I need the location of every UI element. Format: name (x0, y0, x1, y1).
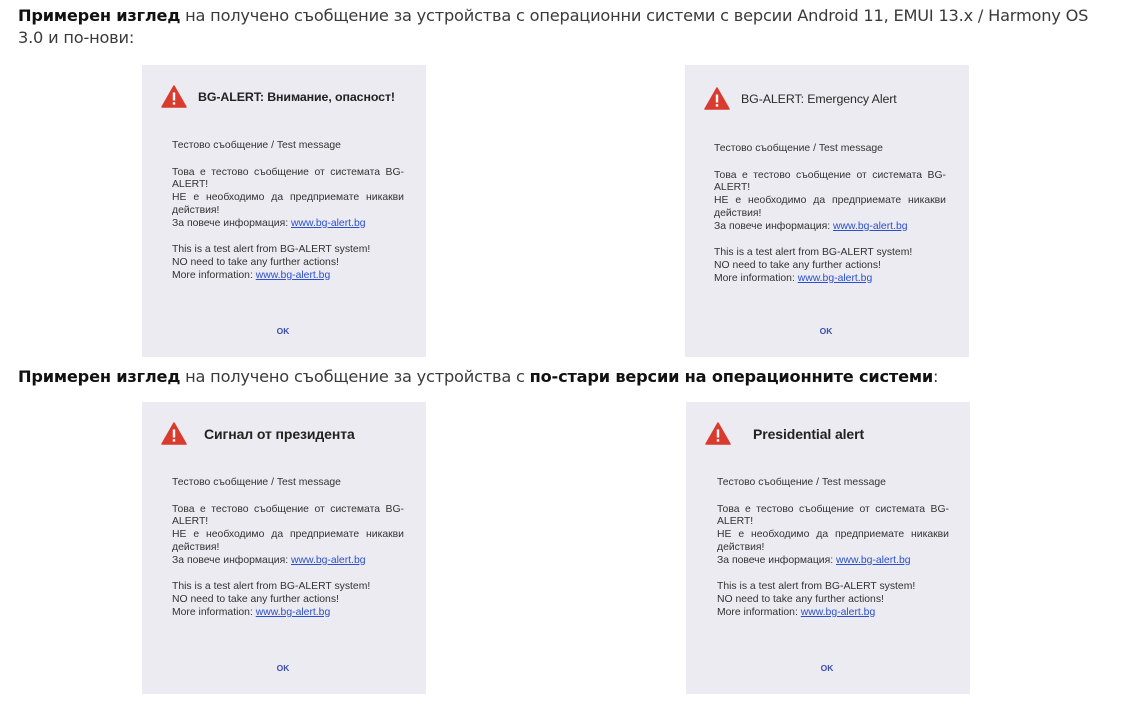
alert-dialog (142, 402, 426, 694)
alert-body (717, 477, 951, 633)
alert-body (714, 143, 948, 299)
alert-en-more-label: More information: (717, 606, 801, 618)
alert-en-more-label: More information: (172, 606, 256, 618)
ok-button-label: OK (276, 663, 290, 673)
alert-bg-link[interactable]: www.bg-alert.bg (836, 554, 911, 566)
alert-header (161, 85, 395, 108)
alert-en-link[interactable]: www.bg-alert.bg (255, 606, 331, 618)
alert-en-line1: This is a test alert from BG-ALERT system! (172, 581, 371, 593)
ok-button[interactable] (142, 326, 426, 336)
alert-body (172, 140, 406, 296)
ok-button[interactable] (685, 326, 969, 336)
alert-en-line2: NO need to take any further actions! (172, 256, 339, 268)
warning-triangle-icon (161, 422, 187, 445)
alert-en-line2: NO need to take any further actions! (714, 259, 881, 271)
warning-triangle-icon (704, 87, 730, 110)
alert-bg-line2: НЕ е необходимо да предприемате никакви действия! (714, 195, 946, 219)
alert-dialog (686, 402, 970, 694)
intro-old-text-before: на получено съобщение за устройства с (180, 367, 530, 386)
ok-button[interactable] (142, 663, 426, 673)
alert-bg-line2: НЕ е необходимо да предприемате никакви действия! (172, 192, 404, 216)
alert-en-block (172, 581, 406, 619)
alert-bg-line2: НЕ е необходимо да предприемате никакви действия! (172, 529, 404, 553)
alert-header (705, 422, 864, 445)
alert-dialog (142, 65, 426, 357)
alert-en-link[interactable]: www.bg-alert.bg (797, 272, 873, 284)
alert-title: BG-ALERT: Emergency Alert (741, 91, 897, 106)
alert-bg-more-label: За повече информация: (172, 217, 291, 229)
alert-en-more-label: More information: (172, 269, 256, 281)
alert-bg-block (172, 504, 406, 568)
intro-new-bold: Примерен изглед (18, 6, 181, 25)
warning-triangle-icon (161, 85, 187, 108)
intro-old-bold2: по-стари версии на операционните системи (529, 367, 934, 386)
alert-en-block (714, 247, 948, 285)
alert-bg-line2: НЕ е необходимо да предприемате никакви действия! (717, 529, 949, 553)
intro-new-os (18, 5, 1113, 49)
alert-subject: Тестово съобщение / Test message (714, 143, 883, 154)
alert-bg-line1: Това е тестово съобщение от системата BG-ALERT! (172, 503, 404, 528)
alert-bg-block (717, 504, 951, 568)
ok-button-label: OK (820, 663, 834, 673)
alert-en-block (172, 244, 406, 282)
alert-bg-link[interactable]: www.bg-alert.bg (291, 554, 366, 566)
ok-button-label: OK (819, 326, 833, 336)
alert-title: Presidential alert (753, 425, 865, 442)
alert-body (172, 477, 406, 633)
alert-en-line1: This is a test alert from BG-ALERT system! (714, 247, 913, 259)
alert-bg-block (172, 167, 406, 231)
intro-new-text: на получено съобщение за устройства с операционни системи с версии Android 11, EMUI 13.x / Harmony OS 3.0 и по-нови: (18, 6, 1089, 47)
alert-bg-block (714, 170, 948, 234)
alert-bg-line1: Това е тестово съобщение от системата BG-ALERT! (717, 503, 949, 528)
intro-old-text-after: : (933, 367, 939, 386)
alert-bg-line1: Това е тестово съобщение от системата BG-ALERT! (172, 166, 404, 191)
alert-en-line1: This is a test alert from BG-ALERT system! (172, 244, 371, 256)
intro-old-bold: Примерен изглед (18, 367, 181, 386)
alert-en-block (717, 581, 951, 619)
alert-bg-more-label: За повече информация: (717, 554, 836, 566)
alert-subject: Тестово съобщение / Test message (717, 477, 886, 488)
alert-subject: Тестово съобщение / Test message (172, 140, 341, 151)
alert-header (161, 422, 355, 445)
intro-old-os (18, 366, 1113, 388)
alert-en-line2: NO need to take any further actions! (172, 593, 339, 605)
ok-button[interactable] (686, 663, 970, 673)
alert-bg-more-label: За повече информация: (714, 220, 833, 232)
alert-bg-link[interactable]: www.bg-alert.bg (833, 220, 908, 232)
warning-triangle-icon (705, 422, 731, 445)
alert-subject: Тестово съобщение / Test message (172, 477, 341, 488)
alert-bg-line1: Това е тестово съобщение от системата BG-ALERT! (714, 169, 946, 194)
alert-title: BG-ALERT: Внимание, опасност! (198, 89, 395, 104)
alert-en-link[interactable]: www.bg-alert.bg (800, 606, 876, 618)
alert-header (704, 87, 897, 110)
alert-dialog (685, 65, 969, 357)
alert-en-more-label: More information: (714, 272, 798, 284)
alert-bg-more-label: За повече информация: (172, 554, 291, 566)
alert-en-line1: This is a test alert from BG-ALERT system! (717, 581, 916, 593)
ok-button-label: OK (276, 326, 290, 336)
alert-en-link[interactable]: www.bg-alert.bg (255, 269, 331, 281)
alert-bg-link[interactable]: www.bg-alert.bg (291, 217, 366, 229)
alert-title: Сигнал от президента (204, 425, 355, 442)
alert-en-line2: NO need to take any further actions! (717, 593, 884, 605)
